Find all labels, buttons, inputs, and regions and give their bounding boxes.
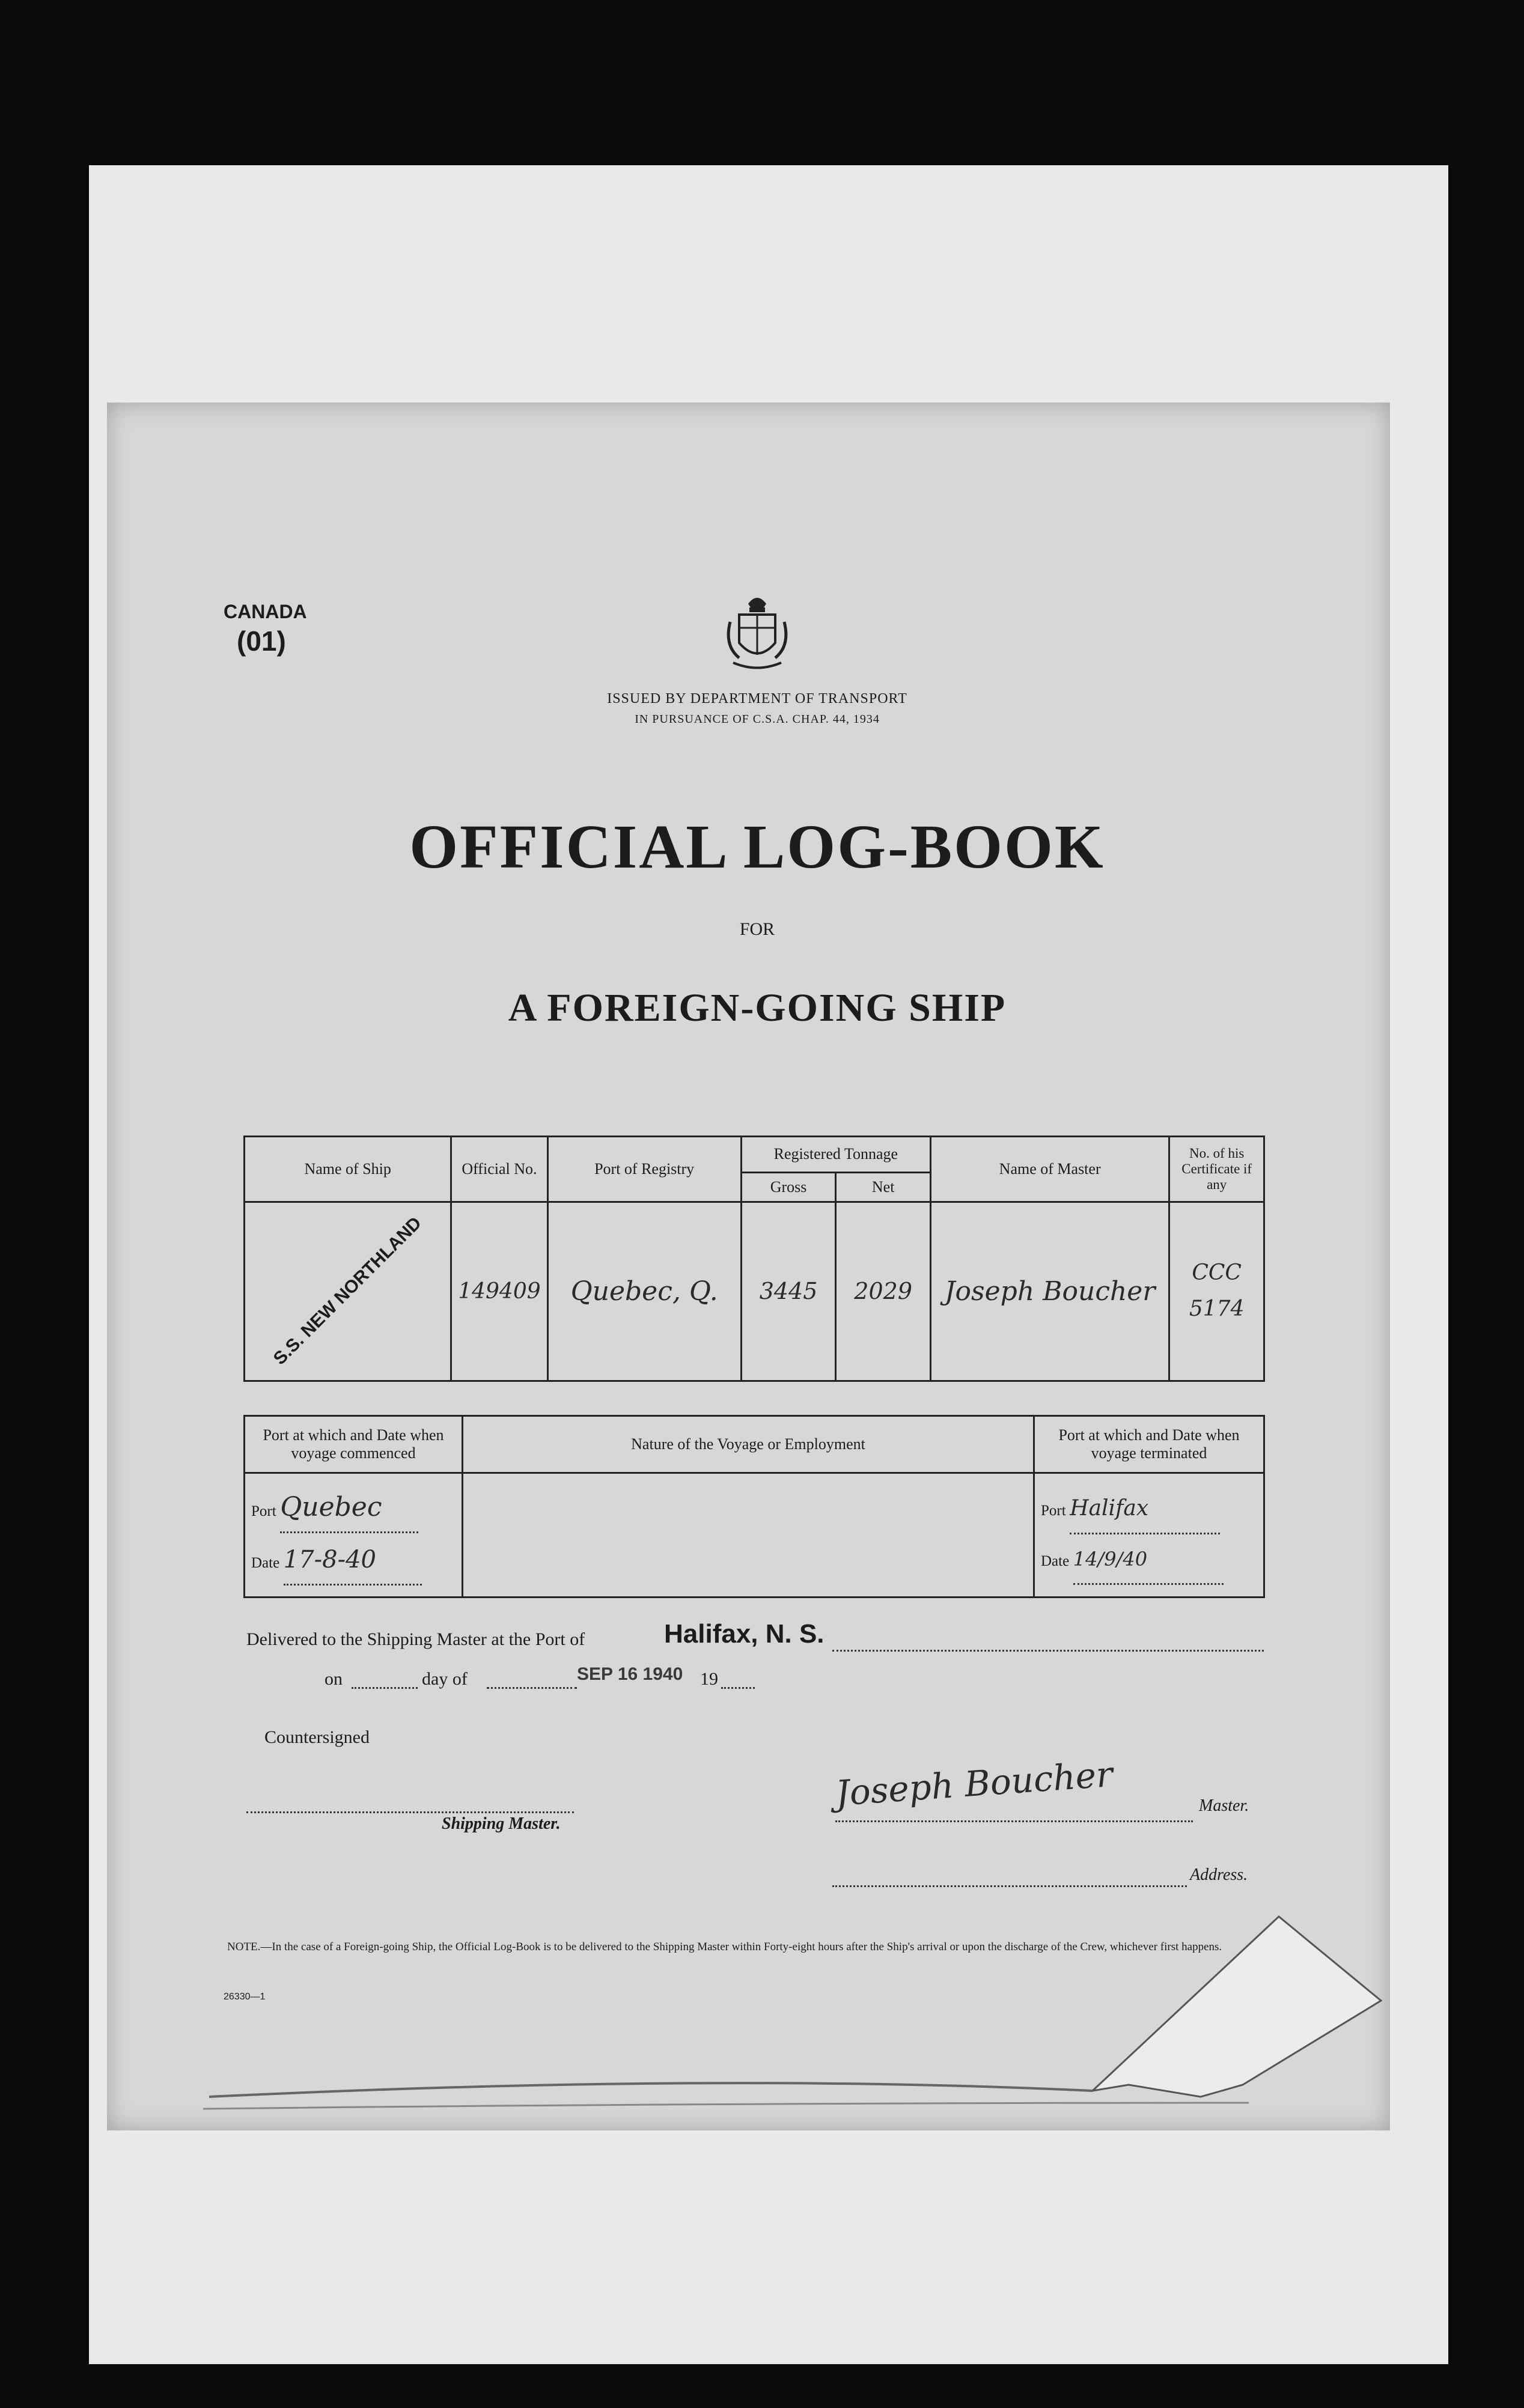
port-label-commenced: Port xyxy=(251,1503,276,1519)
header-name-of-ship: Name of Ship xyxy=(245,1137,451,1202)
footnote: NOTE.—In the case of a Foreign-going Ship, the Official Log-Book is to be delivered to the Shipping Master within Forty-eight hours after the Ship's arrival or upon the discharge of the Crew, whichever first happens. xyxy=(227,1941,1222,1953)
country-label: CANADA xyxy=(224,601,307,622)
registry-table xyxy=(243,1136,1265,1382)
cell-port-of-registry: Quebec, Q. xyxy=(547,1202,741,1381)
coat-of-arms-icon xyxy=(724,592,790,676)
cell-name-of-ship xyxy=(245,1202,451,1381)
page-title: OFFICIAL LOG-BOOK xyxy=(409,812,1105,881)
cell-official-no: 149409 xyxy=(451,1202,547,1381)
date-label-commenced: Date xyxy=(251,1554,280,1571)
address-label: Address. xyxy=(1190,1865,1248,1884)
pursuance-line: IN PURSUANCE OF C.S.A. CHAP. 44, 1934 xyxy=(635,713,880,726)
header-nature: Nature of the Voyage or Employment xyxy=(463,1416,1034,1473)
countersigned-label: Countersigned xyxy=(264,1727,370,1747)
issued-by: ISSUED BY DEPARTMENT OF TRANSPORT xyxy=(607,691,907,707)
header-official-no: Official No. xyxy=(451,1137,547,1202)
year-dotted-line xyxy=(721,1687,755,1689)
certificate-line-1: CCC xyxy=(1192,1260,1242,1286)
master-signature: Joseph Boucher xyxy=(834,1753,1114,1814)
cell-nature xyxy=(463,1473,1034,1598)
cell-certificate xyxy=(1169,1202,1264,1381)
port-dotted-line xyxy=(832,1650,1264,1652)
header-port-of-registry: Port of Registry xyxy=(547,1137,741,1202)
terminated-date: 14/9/40 xyxy=(1073,1535,1224,1585)
for-text: FOR xyxy=(739,919,775,939)
form-number: 26330—1 xyxy=(224,1992,266,2002)
header-net: Net xyxy=(836,1172,931,1202)
cell-net: 2029 xyxy=(836,1202,931,1381)
date-label-terminated: Date xyxy=(1041,1553,1070,1569)
cell-terminated xyxy=(1034,1473,1264,1598)
certificate-line-2: 5174 xyxy=(1189,1297,1245,1322)
on-text: on xyxy=(325,1669,343,1689)
header-certificate: No. of his Certificate if any xyxy=(1169,1137,1264,1202)
page-subtitle: A FOREIGN-GOING SHIP xyxy=(508,986,1007,1030)
cell-gross: 3445 xyxy=(741,1202,836,1381)
header-registered-tonnage: Registered Tonnage xyxy=(741,1137,930,1173)
day-of-text: day of xyxy=(422,1669,468,1689)
date-stamp: SEP 16 1940 xyxy=(577,1664,683,1684)
month-dotted-line xyxy=(487,1687,577,1689)
header-terminated: Port at which and Date when voyage terminated xyxy=(1034,1416,1264,1473)
torn-corner xyxy=(107,1911,1390,2133)
port-label-terminated: Port xyxy=(1041,1503,1066,1519)
delivered-text: Delivered to the Shipping Master at the Port of xyxy=(246,1629,585,1649)
day-dotted-line xyxy=(352,1687,418,1689)
commenced-port: Quebec xyxy=(280,1483,418,1533)
master-label: Master. xyxy=(1199,1796,1249,1815)
cell-commenced xyxy=(245,1473,463,1598)
terminated-port: Halifax xyxy=(1070,1485,1220,1534)
port-stamp: Halifax, N. S. xyxy=(664,1619,824,1649)
header-gross: Gross xyxy=(741,1172,836,1202)
master-dotted-line xyxy=(835,1820,1193,1822)
ship-name-stamp: S.S. NEW NORTHLAND xyxy=(269,1213,425,1369)
commenced-date: 17-8-40 xyxy=(284,1536,422,1586)
cell-name-of-master: Joseph Boucher xyxy=(930,1202,1169,1381)
header-commenced: Port at which and Date when voyage commenced xyxy=(245,1416,463,1473)
address-dotted-line xyxy=(832,1885,1187,1887)
year-suffix: 19 xyxy=(700,1669,718,1689)
shipping-master-label: Shipping Master. xyxy=(442,1814,561,1833)
shipping-master-line xyxy=(246,1811,574,1813)
voyage-table xyxy=(243,1415,1265,1598)
document-code: (01) xyxy=(237,625,286,657)
header-name-of-master: Name of Master xyxy=(930,1137,1169,1202)
